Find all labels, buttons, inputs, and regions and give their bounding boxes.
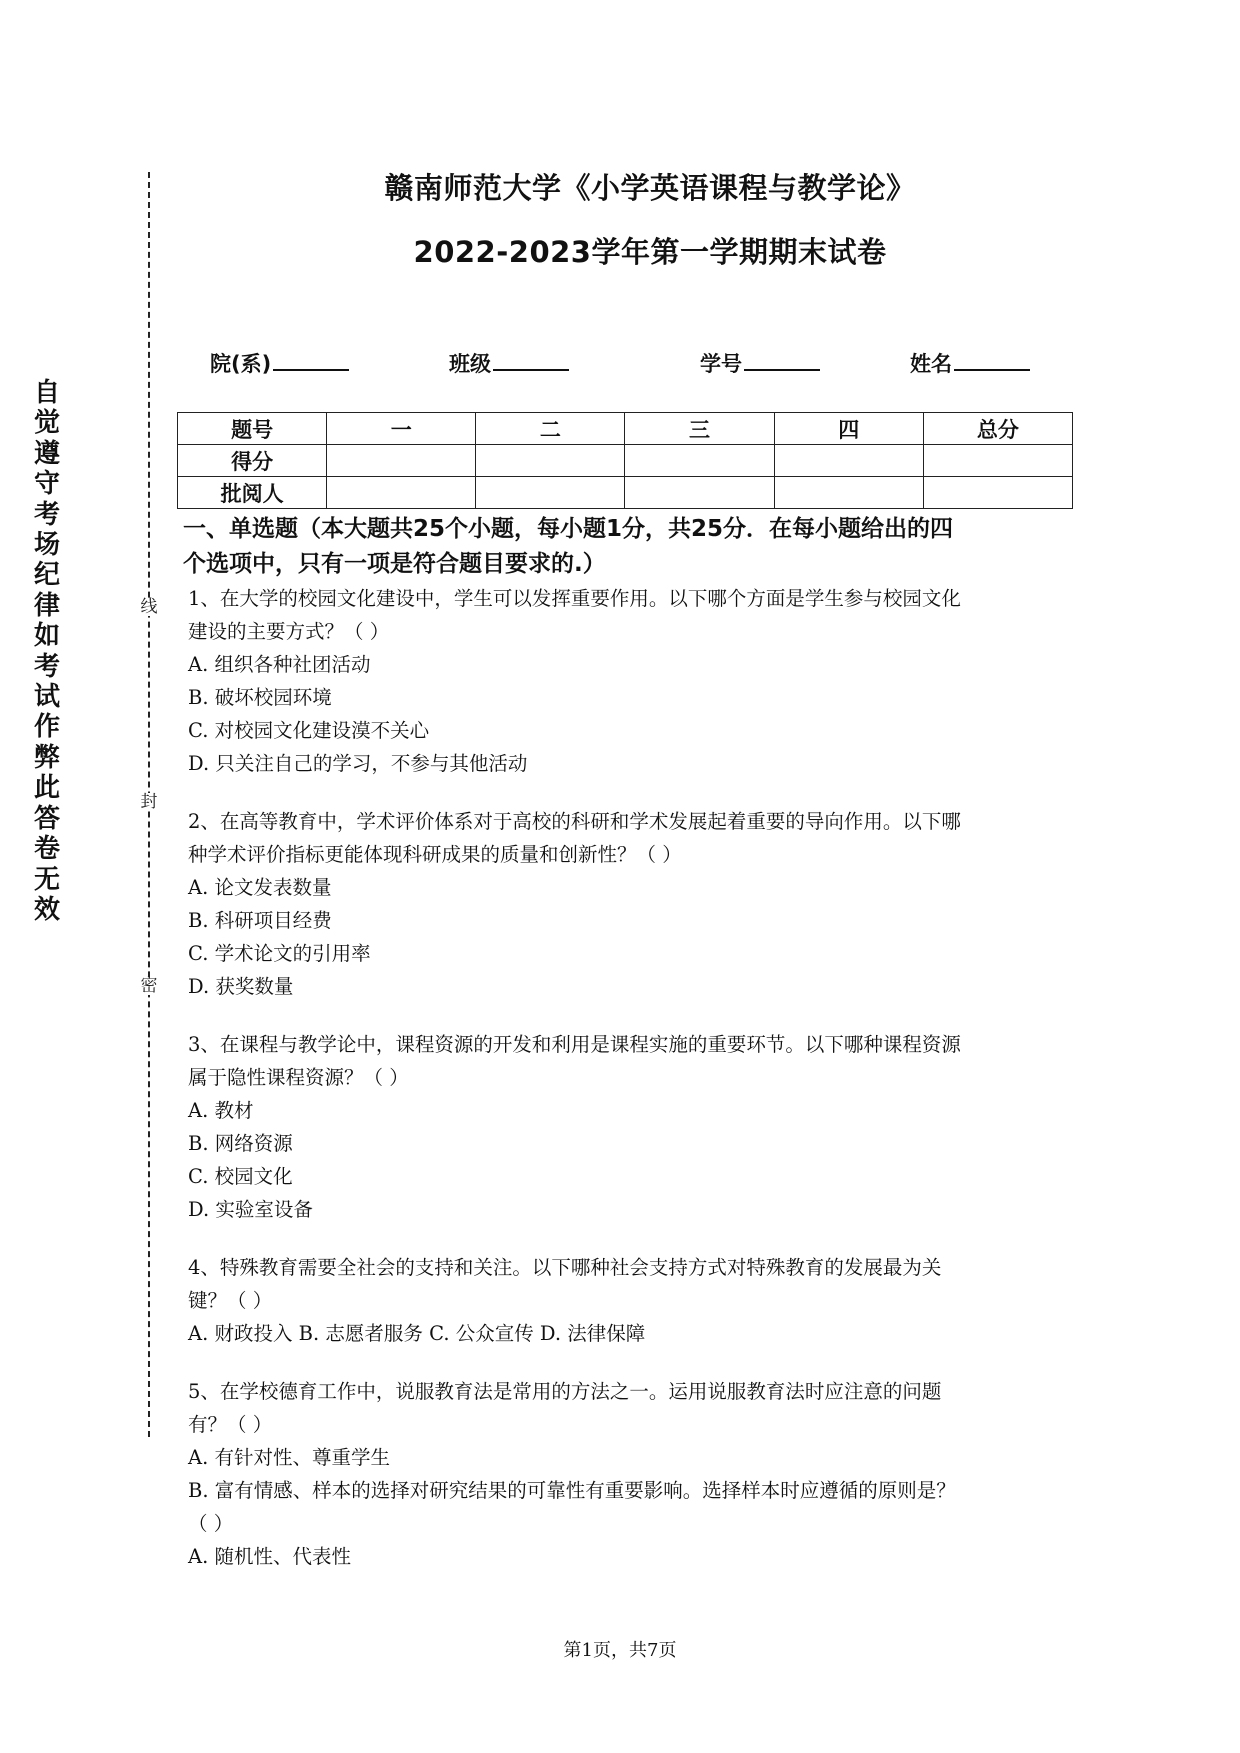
table-header-cell: 总分 xyxy=(923,413,1072,445)
answer-option: D. 只关注自己的学习，不参与其他活动 xyxy=(188,752,528,775)
margin-word-seal: 封 xyxy=(140,792,158,812)
exam-title: 赣南师范大学《小学英语课程与教学论》 xyxy=(384,171,916,205)
table-header-cell: 四 xyxy=(774,413,923,445)
answer-option: B. 网络资源 xyxy=(188,1132,293,1155)
question-stem: 种学术评价指标更能体现科研成果的质量和创新性？（ ） xyxy=(188,843,682,866)
exam-discipline-notice: 自觉遵守考场纪律如考试作弊此答卷无效 xyxy=(33,378,60,925)
margin-word-secret: 密 xyxy=(140,976,158,996)
page-number: 第1页，共7页 xyxy=(563,1640,677,1661)
info-field-name[interactable] xyxy=(910,348,1030,378)
answer-option: C. 学术论文的引用率 xyxy=(188,942,371,965)
table-header-cell: 二 xyxy=(476,413,625,445)
question-stem: 5、在学校德育工作中，说服教育法是常用的方法之一。运用说服教育法时应注意的问题 xyxy=(188,1380,942,1403)
blank-underline[interactable] xyxy=(744,349,820,371)
question-stem: 键？（ ） xyxy=(188,1289,273,1312)
question-3 xyxy=(188,1028,1068,1226)
score-cell[interactable] xyxy=(476,445,625,477)
question-4 xyxy=(188,1251,1068,1350)
info-label: 班级 xyxy=(449,352,491,376)
blank-underline[interactable] xyxy=(493,349,569,371)
answer-option: D. 获奖数量 xyxy=(188,975,294,998)
grader-cell[interactable] xyxy=(774,477,923,509)
answer-option: B. 富有情感、样本的选择对研究结果的可靠性有重要影响。选择样本时应遵循的原则是？ xyxy=(188,1479,956,1502)
answer-option: A. 财政投入 B. 志愿者服务 C. 公众宣传 D. 法律保障 xyxy=(188,1322,646,1345)
info-label: 姓名 xyxy=(910,352,952,376)
question-stem: 2、在高等教育中，学术评价体系对于高校的科研和学术发展起着重要的导向作用。以下哪 xyxy=(188,810,961,833)
question-5 xyxy=(188,1375,1068,1573)
exam-content xyxy=(183,512,1068,1573)
question-stem: 1、在大学的校园文化建设中，学生可以发挥重要作用。以下哪个方面是学生参与校园文化 xyxy=(188,587,961,610)
answer-option: B. 破坏校园环境 xyxy=(188,686,332,709)
table-header-cell: 三 xyxy=(625,413,774,445)
table-header-cell: 题号 xyxy=(178,413,327,445)
section-heading: 个选项中，只有一项是符合题目要求的.） xyxy=(183,551,606,577)
question-stem: 属于隐性课程资源？（ ） xyxy=(188,1066,409,1089)
grader-cell[interactable] xyxy=(625,477,774,509)
score-cell[interactable] xyxy=(774,445,923,477)
row-label-cell: 得分 xyxy=(178,445,327,477)
answer-option: A. 随机性、代表性 xyxy=(188,1545,351,1568)
question-1 xyxy=(188,582,1068,780)
grader-row xyxy=(178,477,1073,509)
question-stem: 3、在课程与教学论中，课程资源的开发和利用是课程实施的重要环节。以下哪种课程资源 xyxy=(188,1033,961,1056)
blank-underline[interactable] xyxy=(954,349,1030,371)
answer-option: A. 有针对性、尊重学生 xyxy=(188,1446,390,1469)
table-header-cell: 一 xyxy=(327,413,476,445)
blank-underline[interactable] xyxy=(273,349,349,371)
score-row xyxy=(178,445,1073,477)
exam-subtitle: 2022-2023学年第一学期期末试卷 xyxy=(413,235,887,269)
question-stem: 有？（ ） xyxy=(188,1413,273,1436)
score-table-header-row xyxy=(178,413,1073,445)
grader-cell[interactable] xyxy=(923,477,1072,509)
margin-word-line: 线 xyxy=(140,597,158,617)
score-cell[interactable] xyxy=(327,445,476,477)
question-stem: 4、特殊教育需要全社会的支持和关注。以下哪种社会支持方式对特殊教育的发展最为关 xyxy=(188,1256,942,1279)
question-stem: 建设的主要方式？（ ） xyxy=(188,620,390,643)
score-cell[interactable] xyxy=(923,445,1072,477)
answer-option: C. 对校园文化建设漠不关心 xyxy=(188,719,430,742)
section-heading: 一、单选题（本大题共25个小题，每小题1分，共25分．在每小题给出的四 xyxy=(183,516,954,542)
answer-option: A. 论文发表数量 xyxy=(188,876,332,899)
score-cell[interactable] xyxy=(625,445,774,477)
answer-option: A. 组织各种社团活动 xyxy=(188,653,371,676)
info-field-student-id[interactable] xyxy=(700,348,820,378)
info-label: 院(系) xyxy=(210,352,272,376)
answer-option: C. 校园文化 xyxy=(188,1165,293,1188)
answer-option: A. 教材 xyxy=(188,1099,254,1122)
grader-cell[interactable] xyxy=(476,477,625,509)
answer-option: D. 实验室设备 xyxy=(188,1198,313,1221)
answer-option: B. 科研项目经费 xyxy=(188,909,332,932)
score-table xyxy=(177,412,1073,509)
grader-cell[interactable] xyxy=(327,477,476,509)
row-label-cell: 批阅人 xyxy=(178,477,327,509)
info-field-department[interactable] xyxy=(210,348,349,378)
info-field-class[interactable] xyxy=(449,348,569,378)
question-2 xyxy=(188,805,1068,1003)
info-label: 学号 xyxy=(700,352,742,376)
answer-option: （ ） xyxy=(188,1512,234,1535)
